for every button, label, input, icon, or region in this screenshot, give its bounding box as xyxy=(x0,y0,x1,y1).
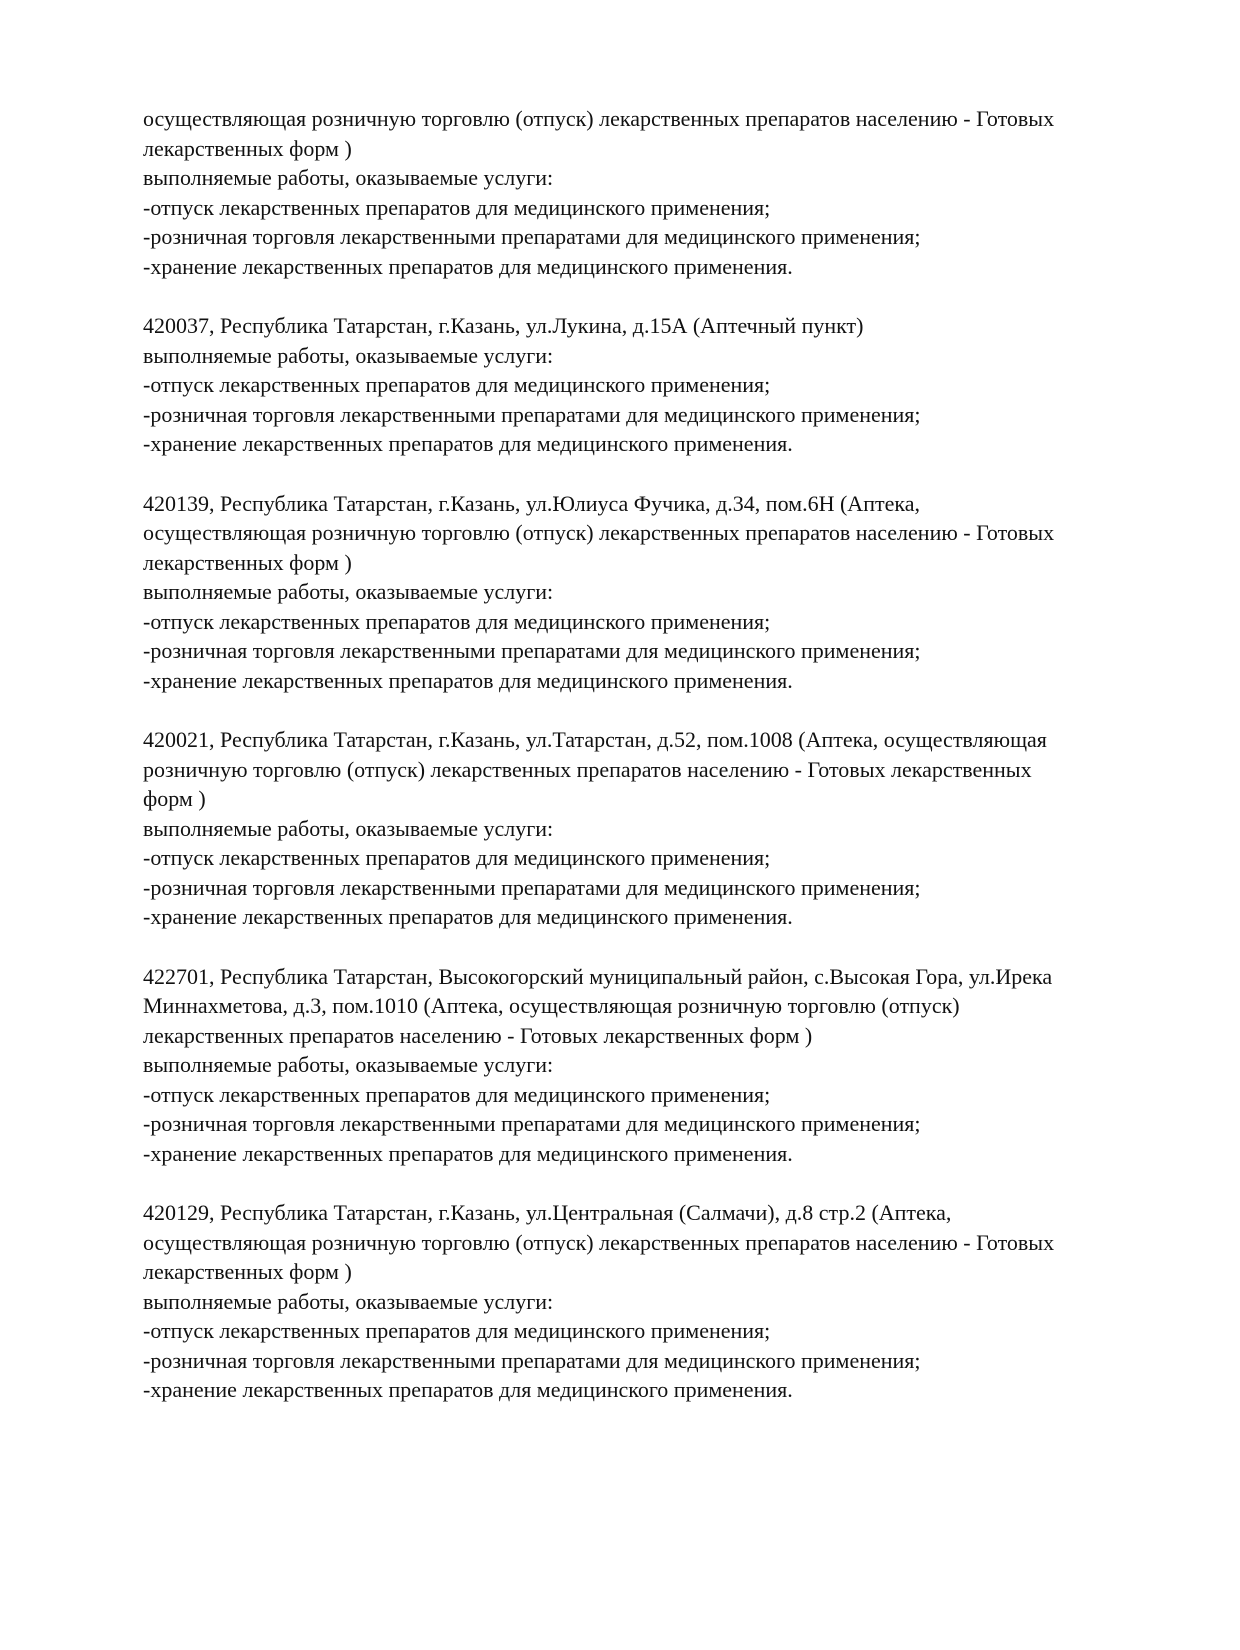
text-line: -розничная торговля лекарственными препаратами для медицинского применения; xyxy=(143,224,921,249)
pharmacy-entry xyxy=(143,104,1163,281)
text-line: -розничная торговля лекарственными препаратами для медицинского применения; xyxy=(143,1111,921,1136)
text-line: -розничная торговля лекарственными препаратами для медицинского применения; xyxy=(143,401,921,427)
text-line: выполняемые работы, оказываемые услуги: xyxy=(143,1052,554,1077)
text-line: розничную торговлю (отпуск) лекарственных препаратов населению - Готовых лекарственных xyxy=(143,756,1032,782)
pharmacy-entry xyxy=(143,962,1163,1169)
text-line: выполняемые работы, оказываемые услуги: xyxy=(143,342,554,368)
pharmacy-entry xyxy=(143,311,1163,459)
document-page xyxy=(143,104,1163,1435)
text-line: -хранение лекарственных препаратов для медицинского применения. xyxy=(143,431,793,456)
text-line: -розничная торговля лекарственными препаратами для медицинского применения; xyxy=(143,638,921,663)
address-line: 422701, Республика Татарстан, Высокогорский муниципальный район, с.Высокая Гора, ул.Ирека xyxy=(143,963,1053,989)
text-line: форм ) xyxy=(143,786,206,811)
text-line: выполняемые работы, оказываемые услуги: xyxy=(143,1288,554,1314)
text-line: -отпуск лекарственных препаратов для медицинского применения; xyxy=(143,1081,771,1107)
text-line: лекарственных препаратов населению - Готовых лекарственных форм ) xyxy=(143,1022,813,1048)
text-line: выполняемые работы, оказываемые услуги: xyxy=(143,165,554,190)
address-line: 420139, Республика Татарстан, г.Казань, ул.Юлиуса Фучика, д.34, пом.6Н (Аптека, xyxy=(143,490,920,516)
address-line: 420129, Республика Татарстан, г.Казань, ул.Центральная (Салмачи), д.8 стр.2 (Аптека, xyxy=(143,1200,952,1225)
text-line: выполняемые работы, оказываемые услуги: xyxy=(143,815,554,841)
text-line: лекарственных форм ) xyxy=(143,549,352,575)
text-line: -розничная торговля лекарственными препаратами для медицинского применения; xyxy=(143,1347,921,1373)
text-line: -хранение лекарственных препаратов для медицинского применения. xyxy=(143,1140,793,1166)
text-line: -отпуск лекарственных препаратов для медицинского применения; xyxy=(143,194,771,220)
pharmacy-entry xyxy=(143,725,1163,932)
text-line: осуществляющая розничную торговлю (отпуск) лекарственных препаратов населению - Готовых xyxy=(143,520,1055,545)
text-line: -отпуск лекарственных препаратов для медицинского применения; xyxy=(143,845,771,870)
address-line: 420037, Республика Татарстан, г.Казань, ул.Лукина, д.15А (Аптечный пункт) xyxy=(143,313,864,338)
text-line: -хранение лекарственных препаратов для медицинского применения. xyxy=(143,667,793,693)
text-line: -хранение лекарственных препаратов для медицинского применения. xyxy=(143,904,793,929)
text-line: -отпуск лекарственных препаратов для медицинского применения; xyxy=(143,1318,771,1343)
text-line: осуществляющая розничную торговлю (отпуск) лекарственных препаратов населению - Готовых xyxy=(143,106,1055,131)
text-line: выполняемые работы, оказываемые услуги: xyxy=(143,579,554,604)
pharmacy-entry xyxy=(143,1198,1163,1405)
text-line: осуществляющая розничную торговлю (отпуск) лекарственных препаратов населению - Готовых xyxy=(143,1229,1055,1255)
text-line: -хранение лекарственных препаратов для медицинского применения. xyxy=(143,1377,793,1402)
text-line: -розничная торговля лекарственными препаратами для медицинского применения; xyxy=(143,874,921,900)
address-line: 420021, Республика Татарстан, г.Казань, ул.Татарстан, д.52, пом.1008 (Аптека, осуществляющая xyxy=(143,727,1047,752)
text-line: -отпуск лекарственных препаратов для медицинского применения; xyxy=(143,372,771,397)
text-line: -отпуск лекарственных препаратов для медицинского применения; xyxy=(143,608,771,634)
text-line: Миннахметова, д.3, пом.1010 (Аптека, осуществляющая розничную торговлю (отпуск) xyxy=(143,993,960,1018)
text-line: лекарственных форм ) xyxy=(143,1259,352,1284)
pharmacy-entry xyxy=(143,489,1163,696)
text-line: -хранение лекарственных препаратов для медицинского применения. xyxy=(143,253,793,279)
text-line: лекарственных форм ) xyxy=(143,135,352,161)
